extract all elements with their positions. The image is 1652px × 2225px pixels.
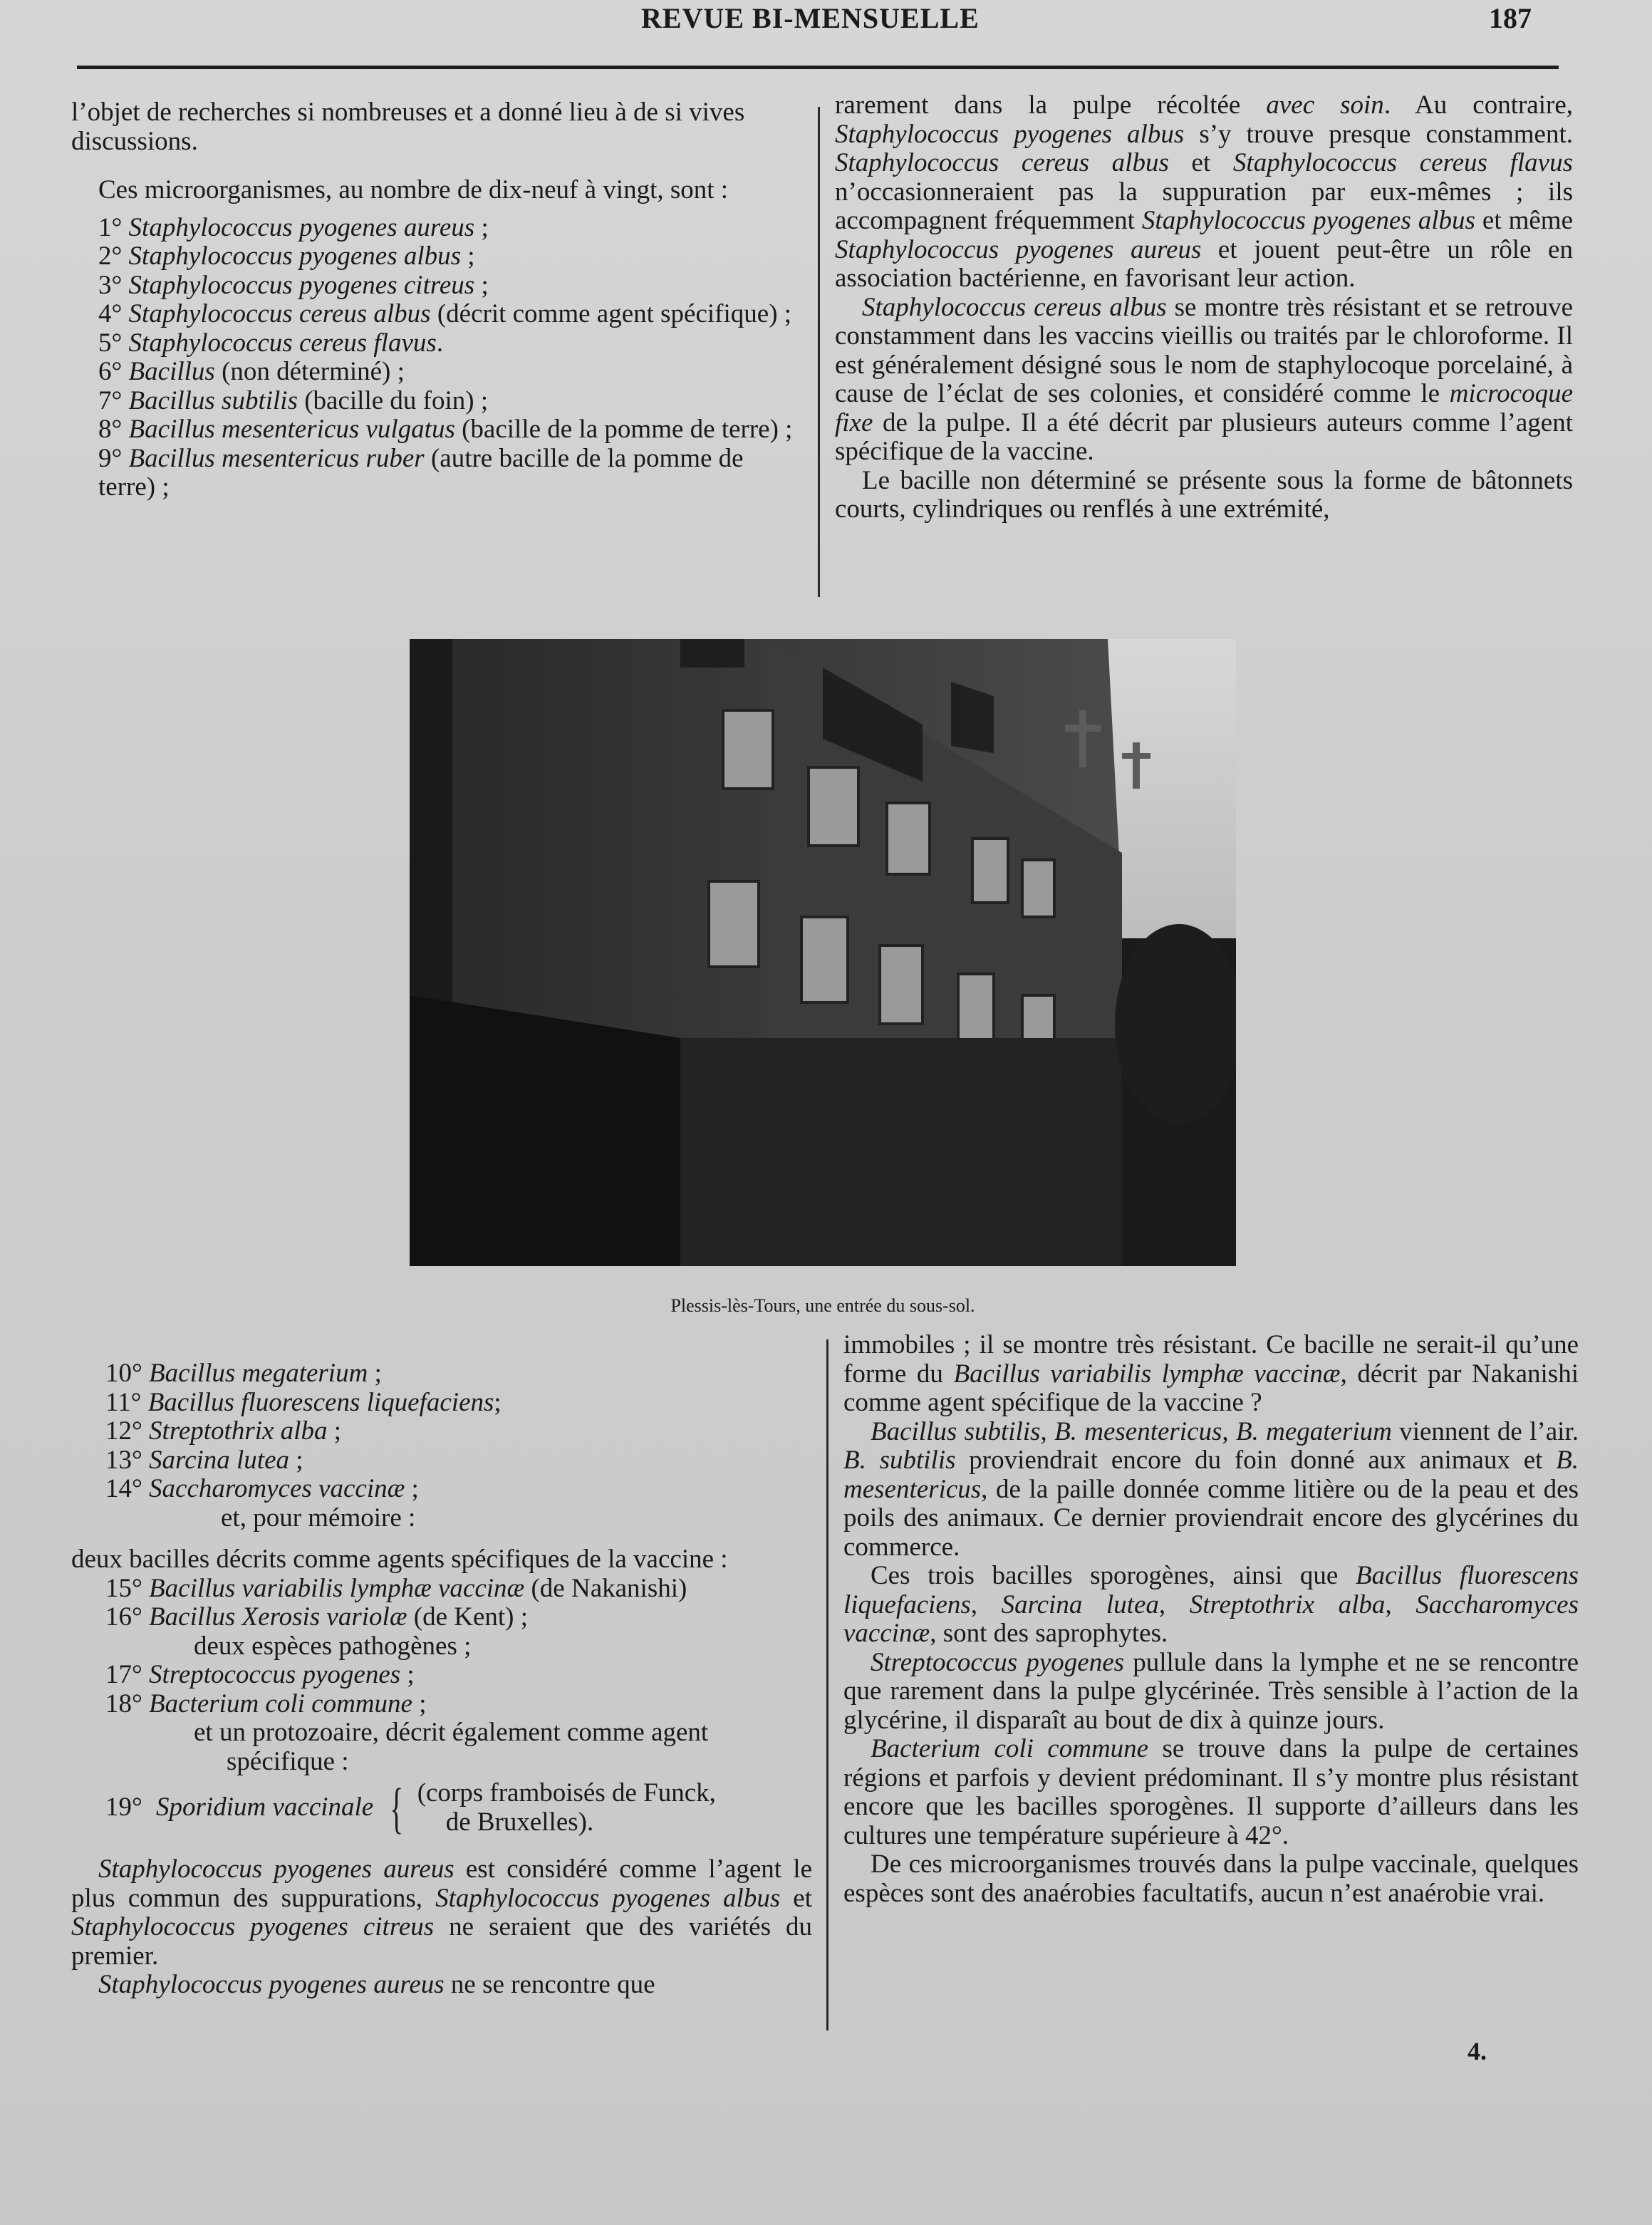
paragraph: Le bacille non déterminé se présente sous la forme de bâtonnets courts, cylindriques ou renflés à une extrémité, bbox=[835, 465, 1573, 524]
column-left-top bbox=[71, 98, 798, 502]
list-item: 4° Staphylococcus cereus albus (décrit comme agent spécifique) ; bbox=[98, 299, 792, 328]
brace-glyph: { bbox=[390, 1776, 404, 1839]
paragraph: rarement dans la pulpe récoltée avec soin. Au contraire, Staphylococcus pyogenes albus s’y trouve presque constamment. Staphylococcus cereus albus et Staphylococcus cereus flavus n’occasionneraient pas la suppuration par eux-mêmes ; ils accompagnent fréquemment Staphylococcus pyogenes albus et même Staphylococcus pyogenes aureus et jouent peut-être un rôle en association bactérienne, en favorisant leur action. bbox=[835, 90, 1574, 293]
sub-line: et un protozoaire, décrit également comme agent bbox=[194, 1718, 709, 1747]
header-rule bbox=[77, 66, 1559, 69]
list-item: 10° Bacillus megaterium ; bbox=[105, 1359, 382, 1388]
list-item: 8° Bacillus mesentericus vulgatus (bacille de la pomme de terre) ; bbox=[98, 415, 793, 444]
list-item: 15° Bacillus variabilis lymphæ vaccinæ (de Nakanishi) bbox=[105, 1573, 687, 1603]
paragraph: Staphylococcus pyogenes aureus ne se rencontre que bbox=[98, 1970, 655, 1999]
signature-mark: 4. bbox=[1467, 2037, 1487, 2065]
list-item: 17° Streptococcus pyogenes ; bbox=[105, 1660, 415, 1689]
paragraph: deux bacilles décrits comme agents spécifiques de la vaccine : bbox=[71, 1545, 728, 1574]
list-item: 14° Saccharomyces vaccinæ ; bbox=[105, 1474, 419, 1503]
paragraph: Ces trois bacilles sporogènes, ainsi que Bacillus fluorescens liquefaciens, Sarcina lutea, Streptothrix alba, Saccharomyces vaccinæ, sont des saprophytes. bbox=[843, 1561, 1579, 1648]
paragraph: Staphylococcus cereus albus se montre très résistant et se retrouve constamment dans les vaccins vieillis ou traités par le chloroforme. Il est généralement désigné sous le nom de staphylocoque porcelainé, à cause de l’éclat de ses colonies, et considéré comme le microcoque fixe de la pulpe. Il a été décrit par plusieurs auteurs comme l’agent spécifique de la vaccine. bbox=[835, 292, 1573, 466]
chateau-image bbox=[410, 639, 1236, 1266]
list-item: 5° Staphylococcus cereus flavus. bbox=[98, 328, 444, 358]
list-item: 6° Bacillus (non déterminé) ; bbox=[98, 357, 405, 386]
figure-caption: Plessis-lès-Tours, une entrée du sous-sol. bbox=[670, 1295, 975, 1316]
list-item: 18° Bacterium coli commune ; bbox=[105, 1689, 427, 1718]
sub-line: spécifique : bbox=[227, 1746, 349, 1776]
column-divider-top bbox=[818, 107, 820, 597]
sub-line: deux espèces pathogènes ; bbox=[194, 1631, 472, 1661]
memo-line: et, pour mémoire : bbox=[221, 1503, 416, 1532]
page-number: 187 bbox=[1489, 2, 1532, 34]
list-item-19: 19° Sporidium vaccinale { (corps framboisés de Funck, de Bruxelles). bbox=[105, 1776, 716, 1839]
paragraph: Ces microorganismes, au nombre de dix-neuf à vingt, sont : bbox=[98, 175, 729, 204]
list-item: 9° Bacillus mesentericus ruber (autre bacille de la pomme de terre) ; bbox=[98, 443, 744, 502]
paragraph: Bacterium coli commune se trouve dans la pulpe de certaines régions et parfois y devient prédominant. Il s’y montre plus résistant encore que les bacilles sporogènes. Il supporte d’ailleurs dans les cultures une température supérieure à 42°. bbox=[843, 1734, 1579, 1850]
list-item: 12° Streptothrix alba ; bbox=[105, 1416, 341, 1446]
paragraph: immobiles ; il se montre très résistant. Ce bacille ne serait-il qu’une forme du Bacillus variabilis lymphæ vaccinæ, décrit par Nakanishi comme agent spécifique de la vaccine ? bbox=[843, 1330, 1579, 1417]
item19-note: (corps framboisés de Funck, de Bruxelles). bbox=[417, 1778, 716, 1837]
page-header bbox=[0, 0, 1652, 43]
paragraph: l’objet de recherches si nombreuses et a donné lieu à de si vives discussions. bbox=[71, 98, 745, 156]
list-item: 3° Staphylococcus pyogenes citreus ; bbox=[98, 270, 489, 300]
building-photograph bbox=[410, 639, 1236, 1266]
column-right-bottom bbox=[843, 1331, 1579, 1908]
column-right-top bbox=[835, 91, 1573, 524]
list-item: 2° Staphylococcus pyogenes albus ; bbox=[98, 242, 475, 271]
column-divider-bottom bbox=[826, 1339, 828, 2030]
list-item: 11° Bacillus fluorescens liquefaciens; bbox=[105, 1387, 502, 1417]
running-title: REVUE BI-MENSUELLE bbox=[641, 2, 980, 34]
list-item: 1° Staphylococcus pyogenes aureus ; bbox=[98, 212, 489, 242]
paragraph: De ces microorganismes trouvés dans la pulpe vaccinale, quelques espèces sont des anaérobies facultatifs, aucun n’est anaérobie vrai. bbox=[843, 1850, 1579, 1908]
list-item: 16° Bacillus Xerosis variolæ (de Kent) ; bbox=[105, 1602, 529, 1632]
column-left-bottom bbox=[71, 1359, 812, 2000]
paragraph: Staphylococcus pyogenes aureus est considéré comme l’agent le plus commun des suppurations, Staphylococcus pyogenes albus et Staphylococcus pyogenes citreus ne seraient que des variétés du premier. bbox=[71, 1855, 813, 1971]
paragraph: Bacillus subtilis, B. mesentericus, B. megaterium viennent de l’air. B. subtilis proviendrait encore du foin donné aux animaux et B. mesentericus, de la paille donnée comme litière ou de la peau et des poils des animaux. Ce dernier proviendrait encore des glycérines du commerce. bbox=[843, 1416, 1579, 1562]
list-item: 13° Sarcina lutea ; bbox=[105, 1445, 303, 1475]
paragraph: Streptococcus pyogenes pullule dans la lymphe et ne se rencontre que rarement dans la pulpe glycérinée. Très sensible à l’action de la glycérine, il disparaît au bout de dix à quinze jours. bbox=[843, 1647, 1579, 1735]
list-item: 7° Bacillus subtilis (bacille du foin) ; bbox=[98, 385, 489, 415]
